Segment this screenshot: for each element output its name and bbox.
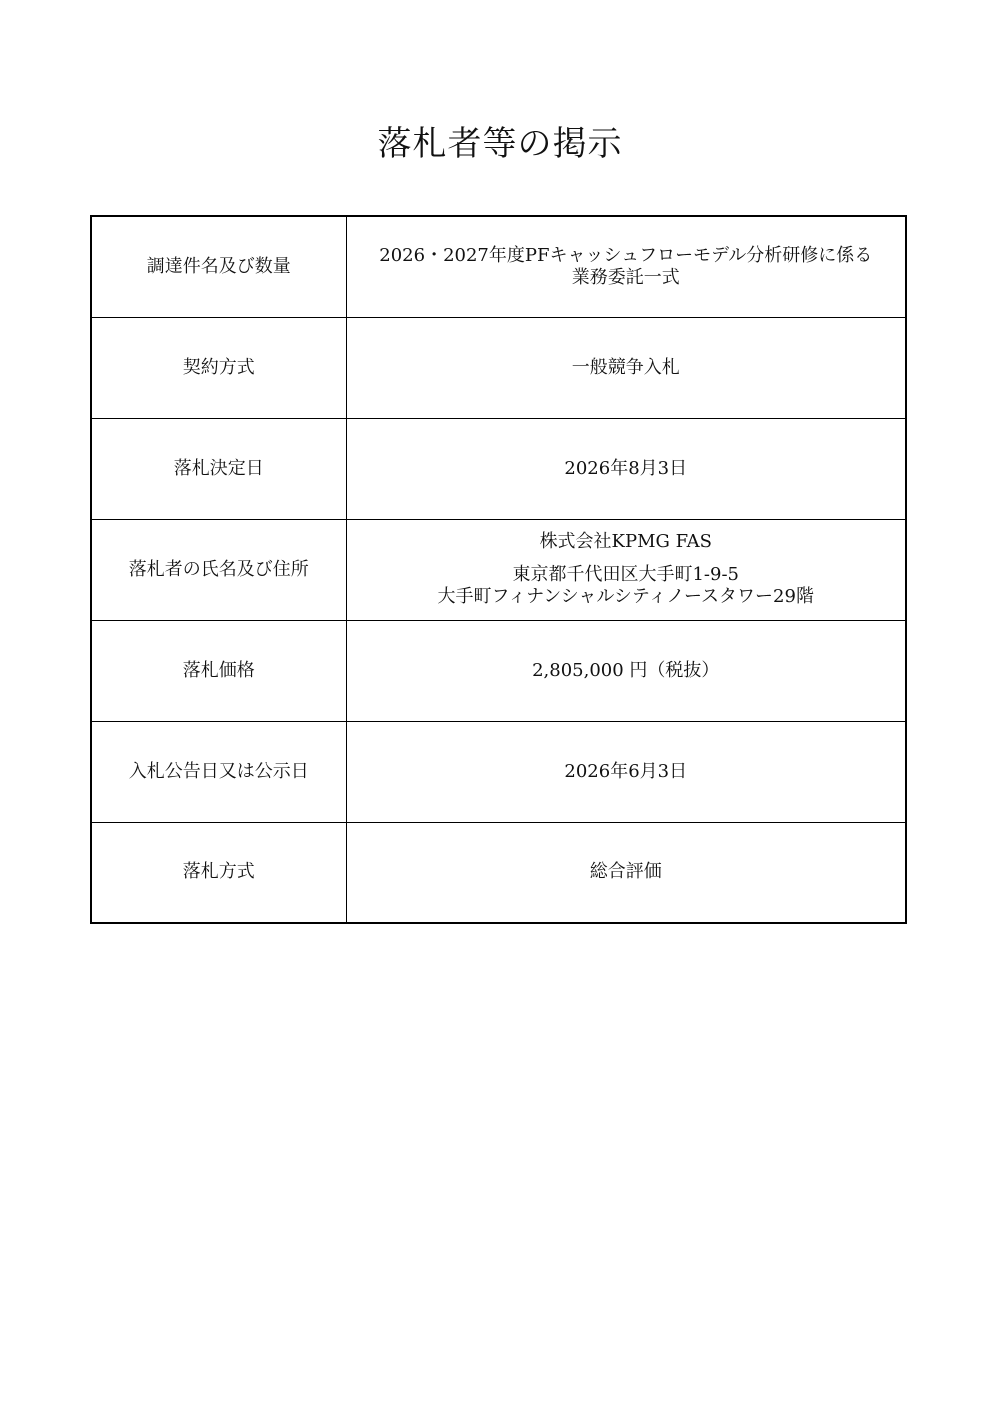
table-row-award-price [91, 620, 906, 721]
award-price-text: 2,805,000 円（税抜） [532, 659, 720, 681]
value-procurement-item [346, 216, 906, 317]
table-row-award-method [91, 822, 906, 923]
table-row-award-date [91, 418, 906, 519]
label-contract-method: 契約方式 [91, 317, 346, 418]
value-award-date [346, 418, 906, 519]
award-method-text: 総合評価 [589, 861, 662, 883]
label-procurement-item: 調達件名及び数量 [91, 216, 346, 317]
label-winner: 落札者の氏名及び住所 [91, 519, 346, 620]
winner-address-line-2: 大手町フィナンシャルシティノースタワー29階 [437, 586, 814, 607]
label-award-date: 落札決定日 [91, 418, 346, 519]
table-row-contract-method [91, 317, 906, 418]
procurement-item-line-1: 2026・2027年度PFキャッシュフローモデル分析研修に係る [379, 244, 873, 266]
winner-address-line-1: 東京都千代田区大手町1-9-5 [512, 564, 740, 585]
procurement-item-line-2: 業務委託一式 [571, 266, 680, 288]
table-row-announcement-date [91, 721, 906, 822]
page-title: 落札者等の掲示 [377, 124, 623, 164]
announcement-date-text: 2026年6月3日 [564, 760, 688, 782]
value-award-method [346, 822, 906, 923]
table-row-procurement-item [91, 216, 906, 317]
award-date-text: 2026年8月3日 [564, 457, 688, 479]
value-winner [346, 519, 906, 620]
table-row-winner [91, 519, 906, 620]
contract-method-text: 一般競争入札 [571, 356, 680, 378]
value-award-price [346, 620, 906, 721]
winner-name: 株式会社KPMG FAS [539, 531, 712, 552]
label-announcement-date: 入札公告日又は公示日 [91, 721, 346, 822]
notice-table [90, 215, 907, 924]
label-award-price: 落札価格 [91, 620, 346, 721]
value-contract-method [346, 317, 906, 418]
label-award-method: 落札方式 [91, 822, 346, 923]
value-announcement-date [346, 721, 906, 822]
